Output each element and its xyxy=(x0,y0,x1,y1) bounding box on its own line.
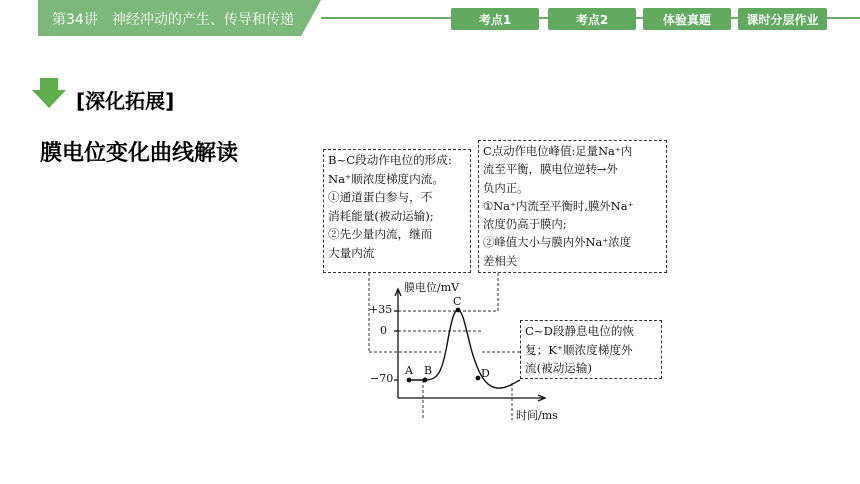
callout-cd-line: 流(被动运输) xyxy=(525,361,593,375)
lesson-title: 第34讲 神经冲动的产生、传导和传递 xyxy=(52,12,294,28)
page-heading: 膜电位变化曲线解读 xyxy=(40,141,239,166)
callout-c-line: 负内正。 xyxy=(483,180,529,195)
point-label-b: B xyxy=(424,364,433,377)
point-label-c: C xyxy=(453,295,462,308)
callout-cd-line: 复；K⁺顺浓度梯度外 xyxy=(525,342,633,357)
callout-c-line: 差相关 xyxy=(483,253,518,268)
point-c xyxy=(456,308,461,313)
point-label-d: D xyxy=(481,367,490,380)
tick-label-minus70: −70 xyxy=(370,372,394,385)
point-b xyxy=(423,378,428,383)
section-title: [深化拓展] xyxy=(76,89,175,113)
point-label-a: A xyxy=(405,364,413,377)
callout-bc-line: ②先少量内流，继而 xyxy=(328,227,433,241)
x-axis-label: 时间/ms xyxy=(516,409,558,422)
nav-button-homework[interactable]: 课时分层作业 xyxy=(738,8,827,30)
callout-bc-line: ①通道蛋白参与，不 xyxy=(328,190,433,204)
point-a xyxy=(407,378,412,383)
callout-c-line: ①Na⁺内流至平衡时,膜外Na⁺ xyxy=(483,198,634,213)
callout-cd-segment xyxy=(520,320,662,379)
tick-label-zero: 0 xyxy=(380,324,387,337)
callout-bc-line: 消耗能量(被动运输); xyxy=(328,208,434,223)
callout-c-line: 浓度仍高于膜内; xyxy=(483,217,567,232)
y-axis-label: 膜电位/mV xyxy=(404,281,460,294)
callout-bc-line: Na⁺顺浓度梯度内流。 xyxy=(328,171,444,186)
callout-c-line: C点动作电位峰值:足量Na⁺内 xyxy=(483,144,633,158)
callout-cd-line: C~D段静息电位的恢 xyxy=(525,324,635,338)
callout-c-peak xyxy=(478,140,667,273)
nav-button-point2[interactable]: 考点2 xyxy=(548,8,636,30)
callout-c-line: 流至平衡，膜电位逆转→外 xyxy=(483,162,618,177)
callout-bc-line: B~C段动作电位的形成: xyxy=(328,153,452,167)
nav-button-point1[interactable]: 考点1 xyxy=(451,8,539,30)
callout-bc-segment xyxy=(323,149,471,273)
callout-c-line: ②峰值大小与膜内外Na⁺浓度 xyxy=(483,235,632,250)
nav-button-exam-questions[interactable]: 体验真题 xyxy=(643,8,731,30)
tick-label-plus35: +35 xyxy=(369,303,393,316)
point-d xyxy=(476,376,481,381)
callout-bc-line: 大量内流 xyxy=(328,245,375,260)
